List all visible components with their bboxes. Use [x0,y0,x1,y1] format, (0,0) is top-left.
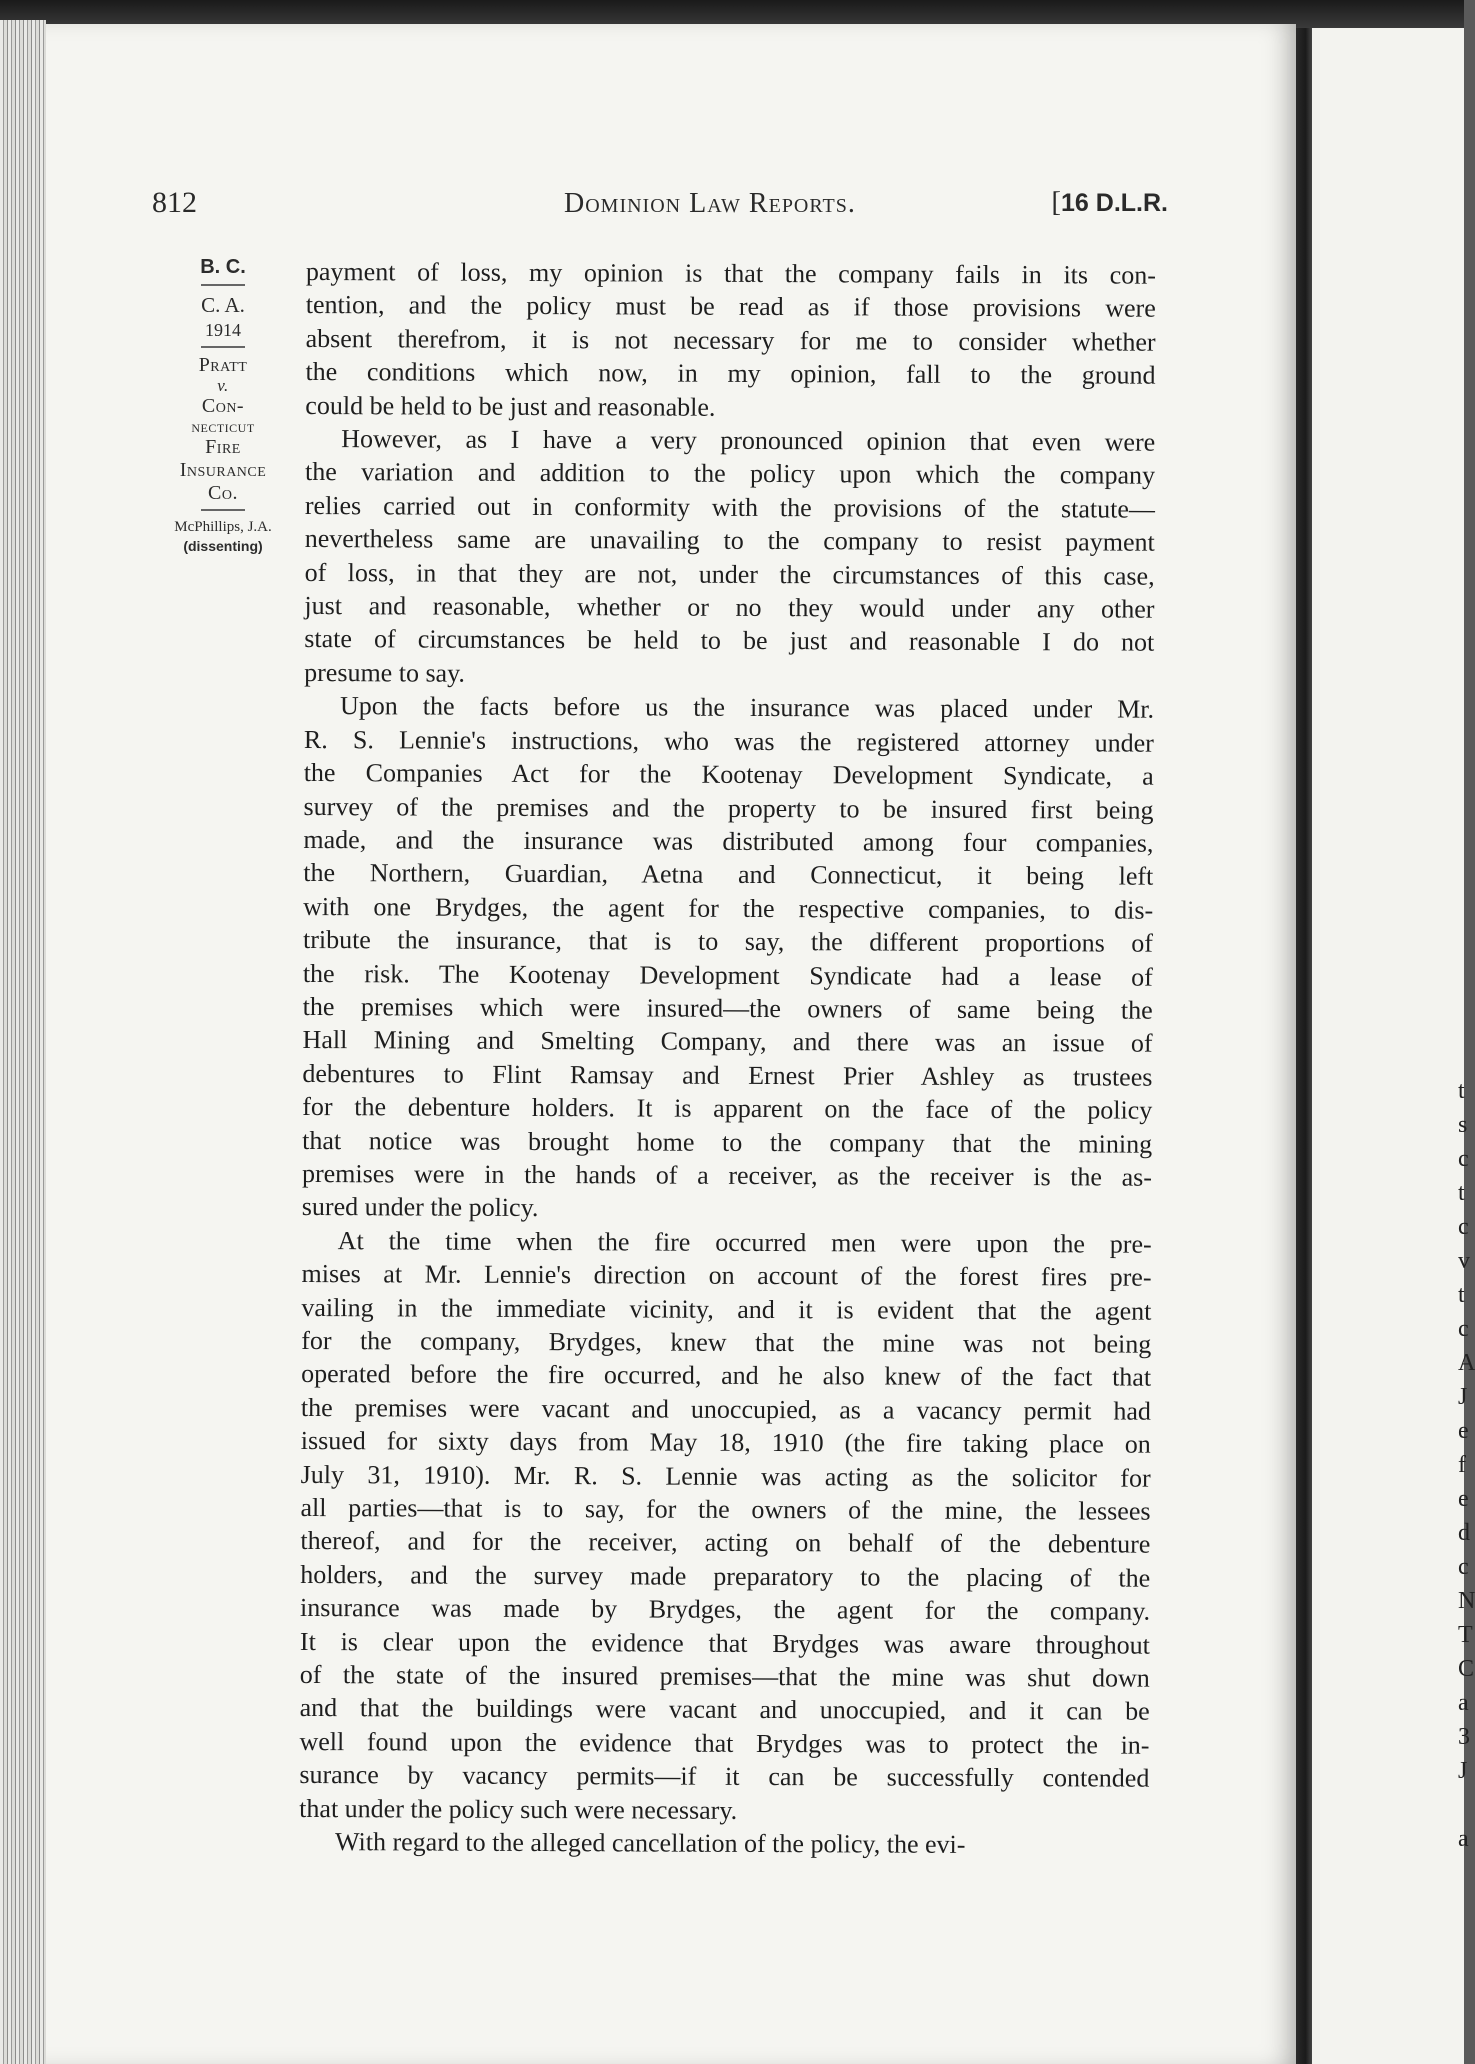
margin-rule [201,284,245,286]
body-paragraph [299,1825,1149,1862]
facing-page-fragment: c [1458,1214,1469,1240]
body-paragraph [304,422,1155,693]
publication-title: Dominion Law Reports. [564,188,856,219]
margin-notes [150,254,296,555]
text-line: for the debenture holders. It is apparent on the face of the policy [302,1092,1153,1125]
text-line: However, as I have a very pronounced opinion that even were [341,424,1156,457]
case-defendant-line-1: Con- [201,395,245,417]
text-line: mises at Mr. Lennie's direction on account of the forest fires pre- [301,1259,1152,1292]
facing-page-fragment: J [1458,1758,1468,1784]
text-line: relies carried out in conformity with the provisions of the statute— [304,490,1155,524]
body-paragraph [302,689,1154,1227]
facing-page-fragment: e [1458,1486,1469,1512]
text-line: of loss, in that they are not, under the circumstances of this case, [304,557,1155,591]
text-line: issued for sixty days from May 18, 1910 (the fire taking place on [300,1426,1151,1459]
text-line: could be held to be just and reasonable. [305,390,716,422]
case-defendant-line-5: Co. [208,482,238,504]
facing-page-edge [1312,28,1475,2064]
facing-page-fragment: J [1458,1384,1468,1410]
text-line: insurance was made by Brydges, the agent for the company. [300,1593,1151,1626]
text-line: thereof, and for the receiver, acting on behalf of the debenture [300,1526,1151,1560]
text-line: all parties—that is to say, for the owners of the mine, the lessees [300,1493,1151,1526]
facing-page-fragment: e [1458,1418,1469,1444]
facing-page-fragment: a [1458,1690,1469,1716]
running-head [152,186,1168,226]
judgment-body [299,255,1156,1862]
text-line: tention, and the policy must be read as if those provisions were [305,290,1156,324]
facing-page-fragment: f [1458,1452,1466,1478]
court-note: C. A. [201,293,245,317]
text-line: vailing in the immediate vicinity, and it is evident that the agent [301,1292,1152,1326]
facing-page-fragment: s [1458,1112,1468,1138]
judge-note: McPhillips, J.A. [174,519,272,535]
facing-page-fragment: c [1458,1554,1469,1580]
margin-rule [201,509,245,511]
text-line: absent therefrom, it is not necessary for me to consider whether [305,323,1156,357]
facing-page-fragment: c [1458,1316,1469,1342]
book-gutter [1296,28,1312,2064]
case-defendant-line-4: Insurance [179,459,267,481]
text-line: with one Brydges, the agent for the respective companies, to dis- [303,891,1154,925]
text-line: debentures to Flint Ramsay and Ernest Prier Ashley as trustees [302,1058,1153,1092]
book-binding-edge [0,20,46,2064]
text-line: It is clear upon the evidence that Brydges was aware throughout [299,1626,1151,1660]
facing-page-fragment: t [1458,1180,1465,1206]
text-line: premises were in the hands of a receiver, as the receiver is the as- [301,1158,1153,1192]
facing-page-fragment: v [1458,1248,1470,1274]
text-line: holders, and the survey made preparatory to the placing of the [300,1559,1151,1593]
text-line: presume to say. [304,657,466,688]
case-versus: v. [217,376,229,395]
facing-page-fragment: a [1458,1826,1469,1852]
text-line: tribute the insurance, that is to say, the different proportions of [302,925,1154,958]
case-defendant-line-2: necticut [191,417,255,436]
facing-page-fragment: d [1458,1520,1470,1546]
facing-page-fragment: A [1458,1350,1475,1376]
text-line: well found upon the evidence that Brydges was to protect the in- [299,1726,1150,1760]
page-number: 812 [152,186,197,219]
text-line: that notice was brought home to the company that the mining [302,1125,1153,1159]
text-line: the Northern, Guardian, Aetna and Connecticut, it being left [303,858,1154,892]
text-line: sured under the policy. [301,1192,539,1223]
facing-page-fragment: T [1458,1622,1473,1648]
volume-citation: 16 D.L.R. [1061,189,1168,217]
text-line: made, and the insurance was distributed among four companies, [303,824,1154,858]
text-line: Hall Mining and Smelting Company, and there was an issue of [302,1025,1153,1059]
facing-page-fragment: c [1458,1146,1469,1172]
text-line: survey of the premises and the property to be insured first being [303,791,1154,825]
facing-page-fragment: 3 [1458,1724,1470,1750]
text-line: for the company, Brydges, knew that the mine was not being [301,1325,1152,1359]
volume-reference [1051,186,1168,219]
text-line: the premises which were insured—the owners of same being the [302,991,1153,1025]
year-note: 1914 [205,320,241,340]
text-line: the risk. The Kootenay Development Syndicate had a lease of [302,958,1153,992]
text-line: operated before the fire occurred, and he also knew of the fact that [301,1359,1152,1393]
text-line: Upon the facts before us the insurance was placed under Mr. [339,691,1155,724]
text-line: surance by vacancy permits—if it can be successfully contended [299,1760,1150,1793]
text-line: the premises were vacant and unoccupied, as a vacancy permit had [300,1392,1152,1426]
case-title-note [150,354,296,505]
facing-page-fragment: t [1458,1282,1465,1308]
text-line: payment of loss, my opinion is that the company fails in its con- [305,256,1156,290]
body-paragraph [305,255,1156,426]
dissent-note: (dissenting) [183,538,263,554]
text-line: just and reasonable, whether or no they would under any other [304,591,1155,624]
text-line: and that the buildings were vacant and unoccupied, and it can be [299,1693,1150,1727]
case-plaintiff: Pratt [198,354,248,376]
text-line: the variation and addition to the policy upon which the company [304,457,1156,491]
text-line: of the state of the insured premises—that the mine was shut down [299,1660,1150,1693]
province-note: B. C. [200,256,246,278]
facing-page-fragment: C [1458,1656,1475,1682]
text-line: the Companies Act for the Kootenay Development Syndicate, a [303,758,1154,791]
case-defendant-line-3: Fire [205,436,241,458]
facing-page-fragment: t [1458,1078,1465,1104]
text-line: With regard to the alleged cancellation of the policy, the evi- [335,1827,966,1859]
text-line: July 31, 1910). Mr. R. S. Lennie was acting as the solicitor for [300,1459,1151,1493]
facing-page-fragment: N [1458,1588,1475,1614]
body-paragraph [299,1224,1152,1829]
margin-rule [201,346,245,348]
text-line: that under the policy such were necessary. [299,1793,738,1825]
volume-bracket: [ [1051,186,1062,218]
text-line: R. S. Lennie's instructions, who was the registered attorney under [303,724,1154,758]
text-line: state of circumstances be held to be just and reasonable I do not [304,624,1155,658]
text-line: At the time when the fire occurred men were upon the pre- [337,1225,1152,1259]
text-line: the conditions which now, in my opinion, fall to the ground [305,357,1156,390]
text-line: nevertheless same are unavailing to the company to resist payment [304,524,1155,557]
